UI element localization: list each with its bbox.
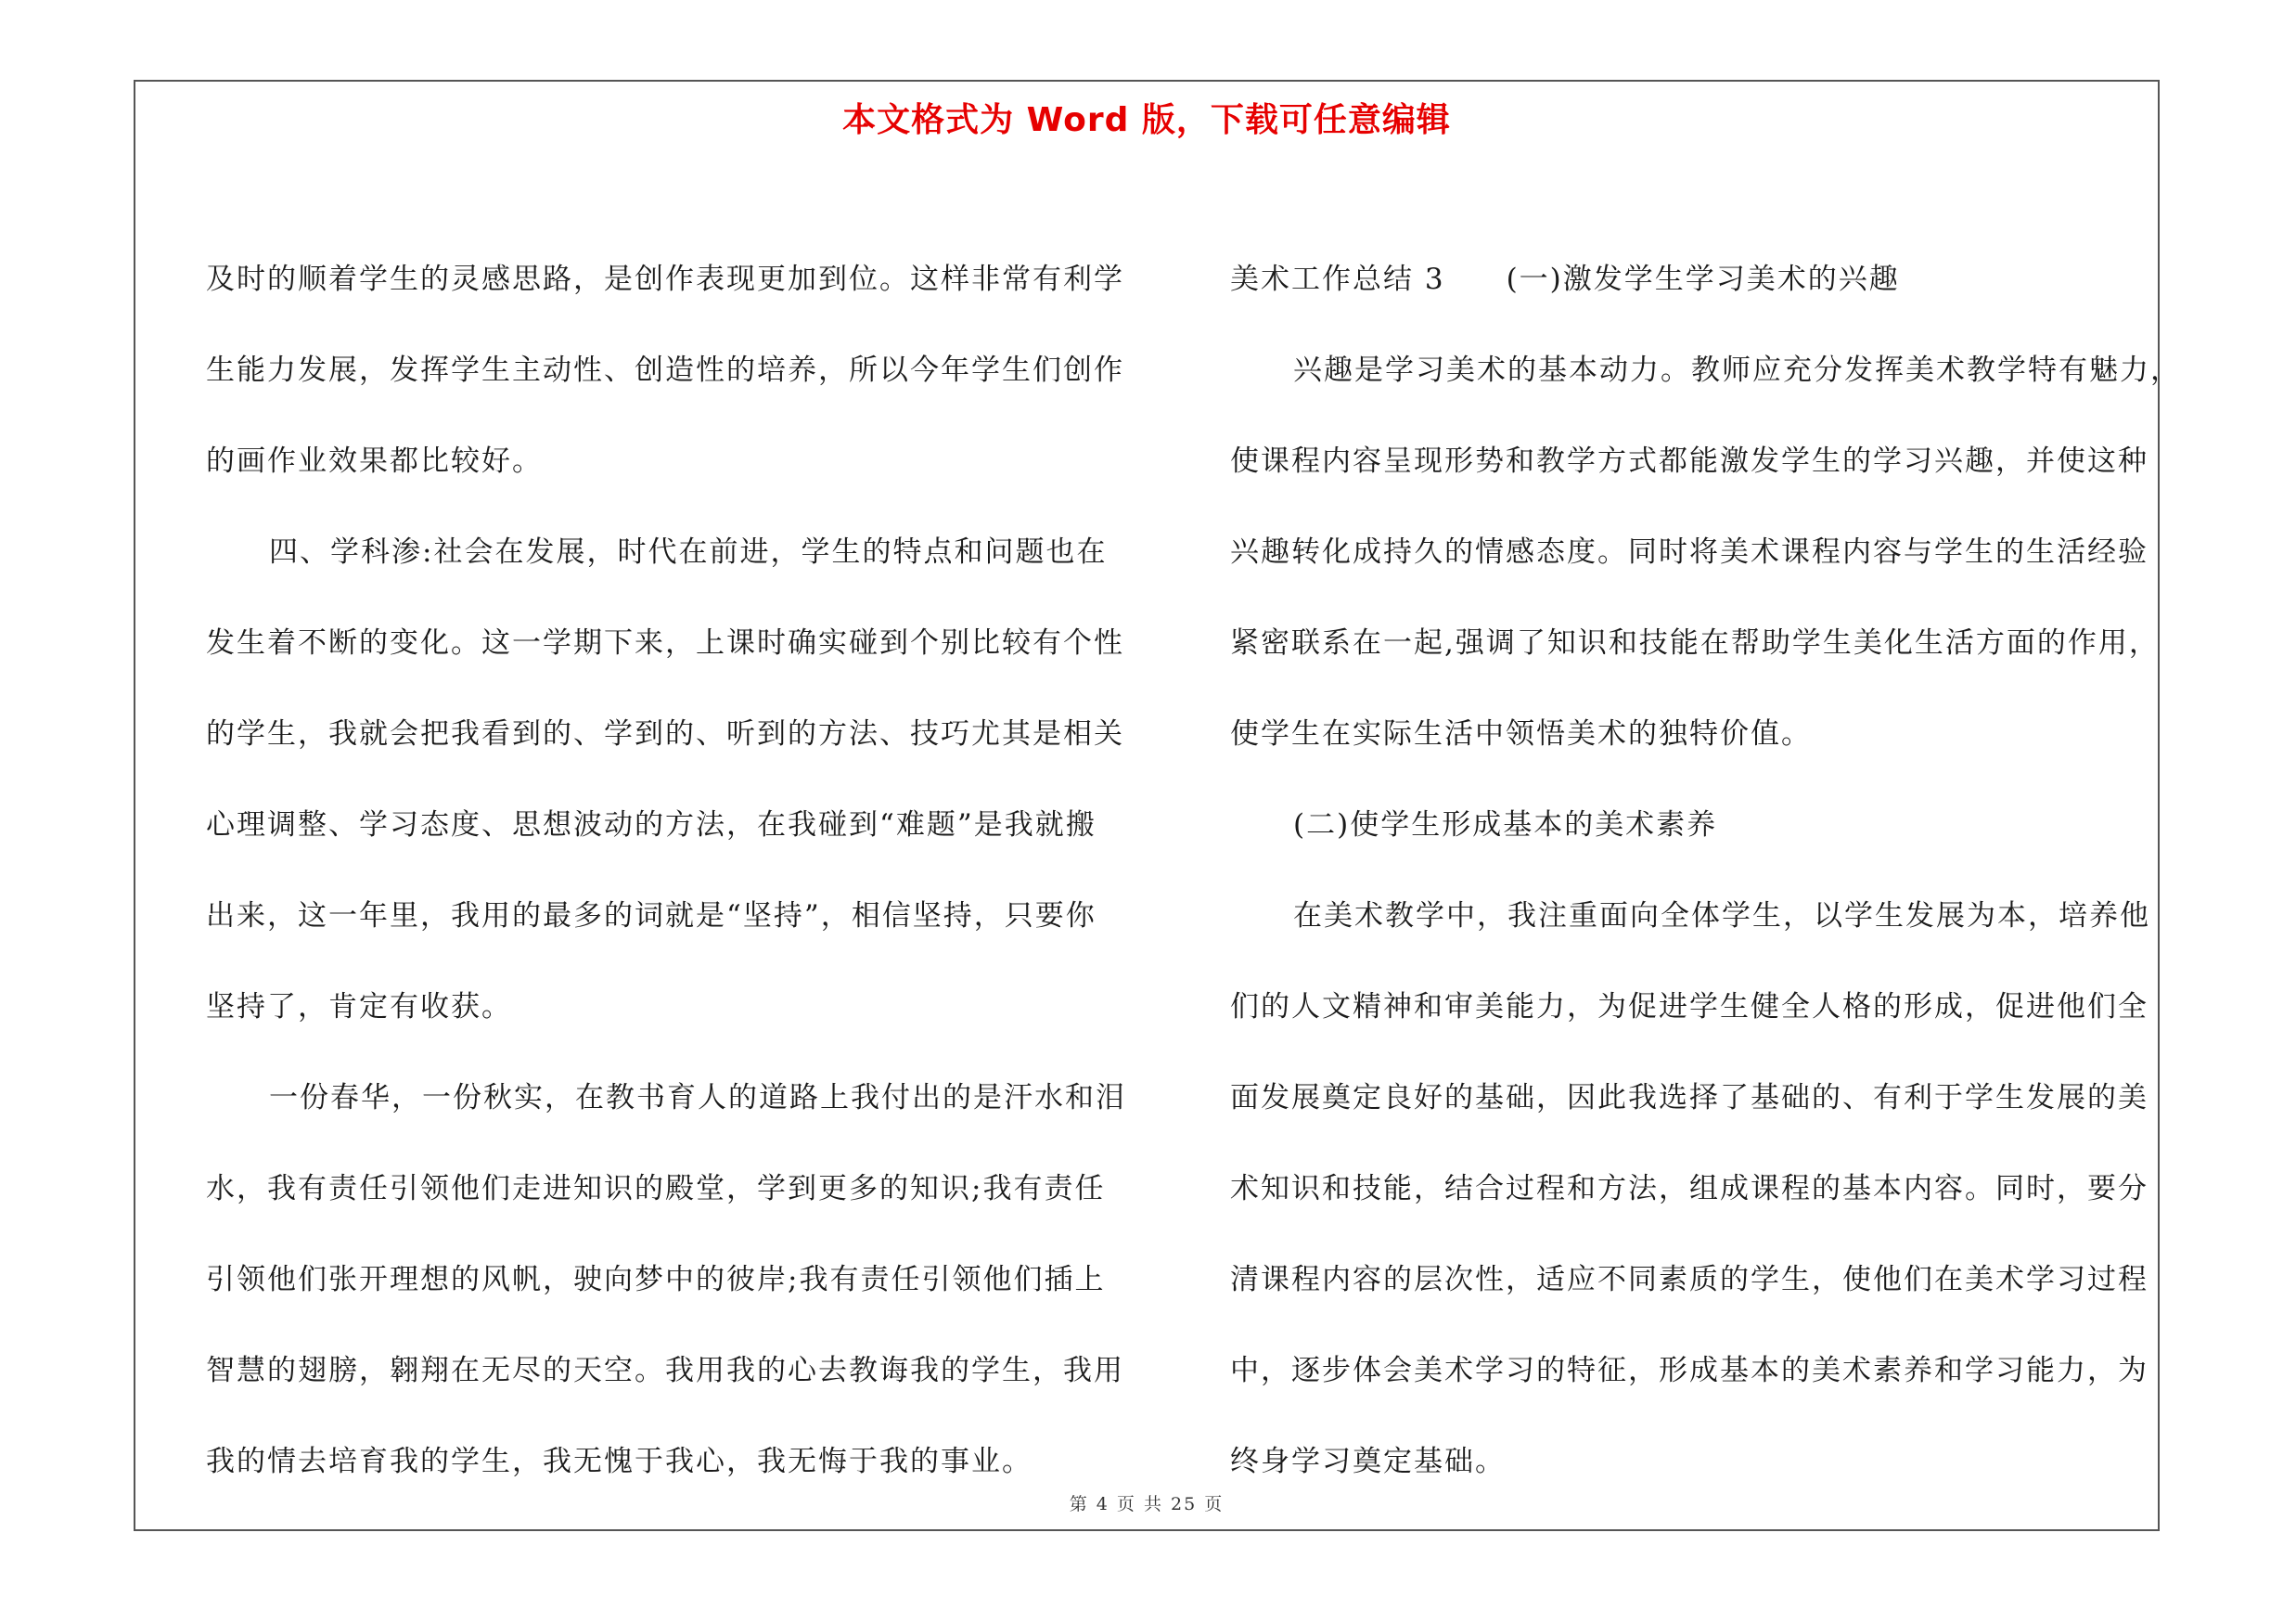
document-page — [134, 80, 2181, 1531]
text-line: 智慧的翅膀，翱翔在无尽的天空。我用我的心去教诲我的学生，我用 — [206, 1354, 1124, 1387]
text-line: 兴趣转化成持久的情感态度。同时将美术课程内容与学生的生活经验 — [1230, 535, 2148, 569]
text-line: 紧密联系在一起,强调了知识和技能在帮助学生美化生活方面的作用， — [1230, 626, 2160, 660]
text-line: 中，逐步体会美术学习的特征，形成基本的美术素养和学习能力，为 — [1230, 1354, 2148, 1387]
text-line: 的画作业效果都比较好。 — [206, 444, 543, 478]
text-line: 水，我有责任引领他们走进知识的殿堂，学到更多的知识;我有责任 — [206, 1172, 1106, 1205]
text-line: 终身学习奠定基础。 — [1230, 1445, 1506, 1478]
text-line: 一份春华，一份秋实，在教书育人的道路上我付出的是汗水和泪 — [269, 1081, 1126, 1114]
text-line: 的学生，我就会把我看到的、学到的、听到的方法、技巧尤其是相关 — [206, 717, 1124, 751]
text-line: 四、学科渗:社会在发展，时代在前进，学生的特点和问题也在 — [269, 535, 1108, 569]
text-line: 面发展奠定良好的基础，因此我选择了基础的、有利于学生发展的美 — [1230, 1081, 2148, 1114]
text-line: 在美术教学中，我注重面向全体学生，以学生发展为本，培养他 — [1293, 899, 2150, 933]
text-line: 术知识和技能，结合过程和方法，组成课程的基本内容。同时，要分 — [1230, 1172, 2148, 1205]
text-line: 们的人文精神和审美能力，为促进学生健全人格的形成，促进他们全 — [1230, 990, 2148, 1024]
section-title: 美术工作总结 3 — [1230, 263, 1445, 296]
text-line: 心理调整、学习态度、思想波动的方法，在我碰到“难题”是我就搬 — [206, 808, 1097, 842]
section-heading-line — [1230, 261, 2167, 352]
text-line: 我的情去培育我的学生，我无愧于我心，我无悔于我的事业。 — [206, 1445, 1033, 1478]
text-line: 坚持了，肯定有收获。 — [206, 990, 512, 1024]
text-line: 使学生在实际生活中领悟美术的独特价值。 — [1230, 717, 1812, 751]
text-line: 及时的顺着学生的灵感思路，是创作表现更加到位。这样非常有利学 — [206, 263, 1124, 296]
editable-notice-banner: 本文格式为 Word 版，下载可任意编辑 — [842, 101, 1451, 139]
text-line: 使课程内容呈现形势和教学方式都能激发学生的学习兴趣，并使这种 — [1230, 444, 2148, 478]
text-line: 出来，这一年里，我用的最多的词就是“坚持”，相信坚持，只要你 — [206, 899, 1097, 933]
text-line: 清课程内容的层次性，适应不同素质的学生，使他们在美术学习过程 — [1230, 1263, 2148, 1296]
left-text-column — [206, 261, 1134, 1534]
text-line: (二)使学生形成基本的美术素养 — [1293, 808, 1718, 842]
section-subtitle: (一)激发学生学习美术的兴趣 — [1506, 263, 1900, 296]
text-line: 生能力发展，发挥学生主动性、创造性的培养，所以今年学生们创作 — [206, 354, 1124, 387]
page-number-footer: 第 4 页 共 25 页 — [1069, 1494, 1225, 1514]
text-line: 兴趣是学习美术的基本动力。教师应充分发挥美术教学特有魅力， — [1293, 354, 2181, 387]
right-text-column — [1230, 261, 2181, 1534]
text-line: 引领他们张开理想的风帆，驶向梦中的彼岸;我有责任引领他们插上 — [206, 1263, 1106, 1296]
text-line: 发生着不断的变化。这一学期下来，上课时确实碰到个别比较有个性 — [206, 626, 1124, 660]
